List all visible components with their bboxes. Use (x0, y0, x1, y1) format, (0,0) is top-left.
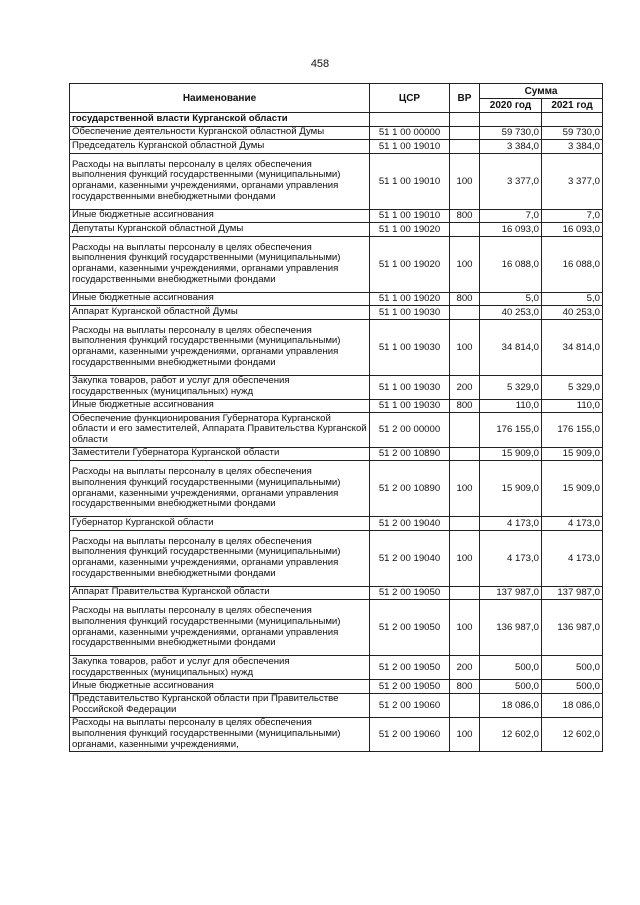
table-row (70, 680, 603, 694)
header-vr: ВР (450, 84, 480, 113)
cell-csr: 51 2 00 10890 (370, 461, 450, 517)
cell-csr: 51 1 00 00000 (370, 126, 450, 140)
cell-amount-2020: 15 909,0 (480, 461, 542, 517)
cell-amount-2020: 110,0 (480, 399, 542, 413)
table-row (70, 461, 603, 517)
cell-name: Расходы на выплаты персоналу в целях обеспечения выполнения функций государственными (муниципальными) органами, казенными учреждениями, органами управления государственными внебюджетными фондами (70, 600, 370, 656)
table-row (70, 223, 603, 237)
cell-amount-2021: 7,0 (542, 209, 603, 223)
cell-name: Обеспечение функционирования Губернатора Курганской области и его заместителей, Аппарата Правительства Курганской области (70, 413, 370, 448)
cell-vr (450, 113, 480, 127)
cell-amount-2020: 18 086,0 (480, 693, 542, 717)
cell-name: Расходы на выплаты персоналу в целях обеспечения выполнения функций государственными (муниципальными) органами, казенными учреждениями, органами управления государственными внебюджетными фондами (70, 153, 370, 209)
table-row (70, 530, 603, 586)
table-row (70, 517, 603, 531)
cell-name: Иные бюджетные ассигнования (70, 399, 370, 413)
cell-csr: 51 2 00 19060 (370, 693, 450, 717)
cell-amount-2020: 16 088,0 (480, 236, 542, 292)
header-year-2021: 2021 год (542, 99, 603, 113)
cell-csr: 51 1 00 19020 (370, 236, 450, 292)
cell-vr: 100 (450, 153, 480, 209)
table-row (70, 126, 603, 140)
cell-csr: 51 2 00 19060 (370, 717, 450, 752)
cell-name: Иные бюджетные ассигнования (70, 292, 370, 306)
table-body (70, 113, 603, 752)
table-row (70, 693, 603, 717)
cell-amount-2021: 3 377,0 (542, 153, 603, 209)
cell-vr: 100 (450, 236, 480, 292)
cell-vr (450, 306, 480, 320)
cell-name: Аппарат Правительства Курганской области (70, 586, 370, 600)
cell-csr: 51 2 00 19050 (370, 586, 450, 600)
cell-vr (450, 413, 480, 448)
cell-name: Закупка товаров, работ и услуг для обеспечения государственных (муниципальных) нужд (70, 656, 370, 680)
cell-vr (450, 140, 480, 154)
cell-amount-2021 (542, 113, 603, 127)
cell-amount-2020: 7,0 (480, 209, 542, 223)
table-row (70, 209, 603, 223)
table-row (70, 586, 603, 600)
cell-name: Расходы на выплаты персоналу в целях обеспечения выполнения функций государственными (муниципальными) органами, казенными учреждениями, органами управления государственными внебюджетными фондами (70, 319, 370, 375)
cell-name: Заместители Губернатора Курганской области (70, 447, 370, 461)
table-row (70, 600, 603, 656)
cell-name: государственной власти Курганской области (70, 113, 370, 127)
table-row (70, 236, 603, 292)
header-year-2020: 2020 год (480, 99, 542, 113)
cell-amount-2020: 5 329,0 (480, 375, 542, 399)
cell-name: Расходы на выплаты персоналу в целях обеспечения выполнения функций государственными (муниципальными) органами, казенными учреждениями, органами управления государственными внебюджетными фондами (70, 530, 370, 586)
cell-amount-2020: 12 602,0 (480, 717, 542, 752)
cell-amount-2021: 4 173,0 (542, 517, 603, 531)
cell-amount-2020: 4 173,0 (480, 530, 542, 586)
cell-csr: 51 1 00 19020 (370, 292, 450, 306)
cell-name: Расходы на выплаты персоналу в целях обеспечения выполнения функций государственными (муниципальными) органами, казенными учреждениями, (70, 717, 370, 752)
cell-amount-2020: 500,0 (480, 680, 542, 694)
cell-vr: 100 (450, 319, 480, 375)
cell-amount-2020: 34 814,0 (480, 319, 542, 375)
cell-amount-2020: 15 909,0 (480, 447, 542, 461)
cell-name: Расходы на выплаты персоналу в целях обеспечения выполнения функций государственными (муниципальными) органами, казенными учреждениями, органами управления государственными внебюджетными фондами (70, 236, 370, 292)
cell-amount-2021: 59 730,0 (542, 126, 603, 140)
budget-table (69, 83, 603, 752)
cell-amount-2020: 40 253,0 (480, 306, 542, 320)
table-row (70, 113, 603, 127)
cell-name: Расходы на выплаты персоналу в целях обеспечения выполнения функций государственными (муниципальными) органами, казенными учреждениями, органами управления государственными внебюджетными фондами (70, 461, 370, 517)
table-header (70, 84, 603, 113)
cell-vr: 800 (450, 292, 480, 306)
cell-vr: 100 (450, 530, 480, 586)
cell-csr (370, 113, 450, 127)
cell-amount-2020: 500,0 (480, 656, 542, 680)
header-csr: ЦСР (370, 84, 450, 113)
cell-amount-2021: 4 173,0 (542, 530, 603, 586)
page-number: 458 (310, 58, 330, 70)
cell-amount-2020: 176 155,0 (480, 413, 542, 448)
cell-amount-2021: 12 602,0 (542, 717, 603, 752)
cell-amount-2021: 40 253,0 (542, 306, 603, 320)
cell-csr: 51 2 00 00000 (370, 413, 450, 448)
cell-csr: 51 2 00 19050 (370, 600, 450, 656)
cell-vr (450, 586, 480, 600)
cell-vr (450, 223, 480, 237)
cell-name: Представительство Курганской области при Правительстве Российской Федерации (70, 693, 370, 717)
cell-amount-2020: 137 987,0 (480, 586, 542, 600)
cell-vr: 100 (450, 717, 480, 752)
cell-vr: 100 (450, 461, 480, 517)
cell-csr: 51 2 00 19040 (370, 517, 450, 531)
table-row (70, 140, 603, 154)
cell-amount-2021: 5 329,0 (542, 375, 603, 399)
cell-amount-2021: 15 909,0 (542, 447, 603, 461)
cell-amount-2021: 34 814,0 (542, 319, 603, 375)
cell-amount-2020 (480, 113, 542, 127)
cell-amount-2020: 3 384,0 (480, 140, 542, 154)
cell-name: Закупка товаров, работ и услуг для обеспечения государственных (муниципальных) нужд (70, 375, 370, 399)
header-name: Наименование (70, 84, 370, 113)
cell-csr: 51 1 00 19010 (370, 153, 450, 209)
cell-vr (450, 517, 480, 531)
cell-name: Иные бюджетные ассигнования (70, 209, 370, 223)
cell-name: Губернатор Курганской области (70, 517, 370, 531)
cell-amount-2021: 136 987,0 (542, 600, 603, 656)
table-row (70, 399, 603, 413)
cell-vr: 100 (450, 600, 480, 656)
cell-amount-2020: 16 093,0 (480, 223, 542, 237)
header-sum: Сумма (480, 84, 603, 99)
cell-vr: 200 (450, 375, 480, 399)
cell-vr: 200 (450, 656, 480, 680)
cell-csr: 51 2 00 10890 (370, 447, 450, 461)
cell-name: Обеспечение деятельности Курганской областной Думы (70, 126, 370, 140)
cell-csr: 51 1 00 19010 (370, 209, 450, 223)
table-row (70, 656, 603, 680)
cell-amount-2020: 136 987,0 (480, 600, 542, 656)
cell-amount-2021: 137 987,0 (542, 586, 603, 600)
table-row (70, 717, 603, 752)
cell-vr: 800 (450, 209, 480, 223)
cell-csr: 51 2 00 19050 (370, 680, 450, 694)
table-row (70, 447, 603, 461)
table-row (70, 153, 603, 209)
cell-amount-2021: 16 093,0 (542, 223, 603, 237)
cell-amount-2020: 5,0 (480, 292, 542, 306)
cell-vr (450, 447, 480, 461)
cell-name: Депутаты Курганской областной Думы (70, 223, 370, 237)
cell-csr: 51 1 00 19030 (370, 319, 450, 375)
cell-csr: 51 1 00 19010 (370, 140, 450, 154)
cell-name: Председатель Курганской областной Думы (70, 140, 370, 154)
table-row (70, 319, 603, 375)
cell-name: Аппарат Курганской областной Думы (70, 306, 370, 320)
cell-amount-2021: 176 155,0 (542, 413, 603, 448)
table-row (70, 375, 603, 399)
cell-vr (450, 126, 480, 140)
cell-name: Иные бюджетные ассигнования (70, 680, 370, 694)
cell-amount-2020: 3 377,0 (480, 153, 542, 209)
cell-csr: 51 1 00 19030 (370, 306, 450, 320)
cell-csr: 51 1 00 19030 (370, 375, 450, 399)
cell-amount-2020: 59 730,0 (480, 126, 542, 140)
cell-amount-2021: 18 086,0 (542, 693, 603, 717)
cell-vr: 800 (450, 680, 480, 694)
cell-amount-2021: 16 088,0 (542, 236, 603, 292)
cell-amount-2021: 500,0 (542, 680, 603, 694)
table-row (70, 306, 603, 320)
cell-amount-2020: 4 173,0 (480, 517, 542, 531)
cell-amount-2021: 3 384,0 (542, 140, 603, 154)
cell-amount-2021: 500,0 (542, 656, 603, 680)
cell-csr: 51 2 00 19050 (370, 656, 450, 680)
cell-csr: 51 2 00 19040 (370, 530, 450, 586)
cell-amount-2021: 5,0 (542, 292, 603, 306)
cell-vr (450, 693, 480, 717)
cell-vr: 800 (450, 399, 480, 413)
cell-csr: 51 1 00 19020 (370, 223, 450, 237)
table-row (70, 413, 603, 448)
cell-csr: 51 1 00 19030 (370, 399, 450, 413)
cell-amount-2021: 110,0 (542, 399, 603, 413)
cell-amount-2021: 15 909,0 (542, 461, 603, 517)
table-row (70, 292, 603, 306)
